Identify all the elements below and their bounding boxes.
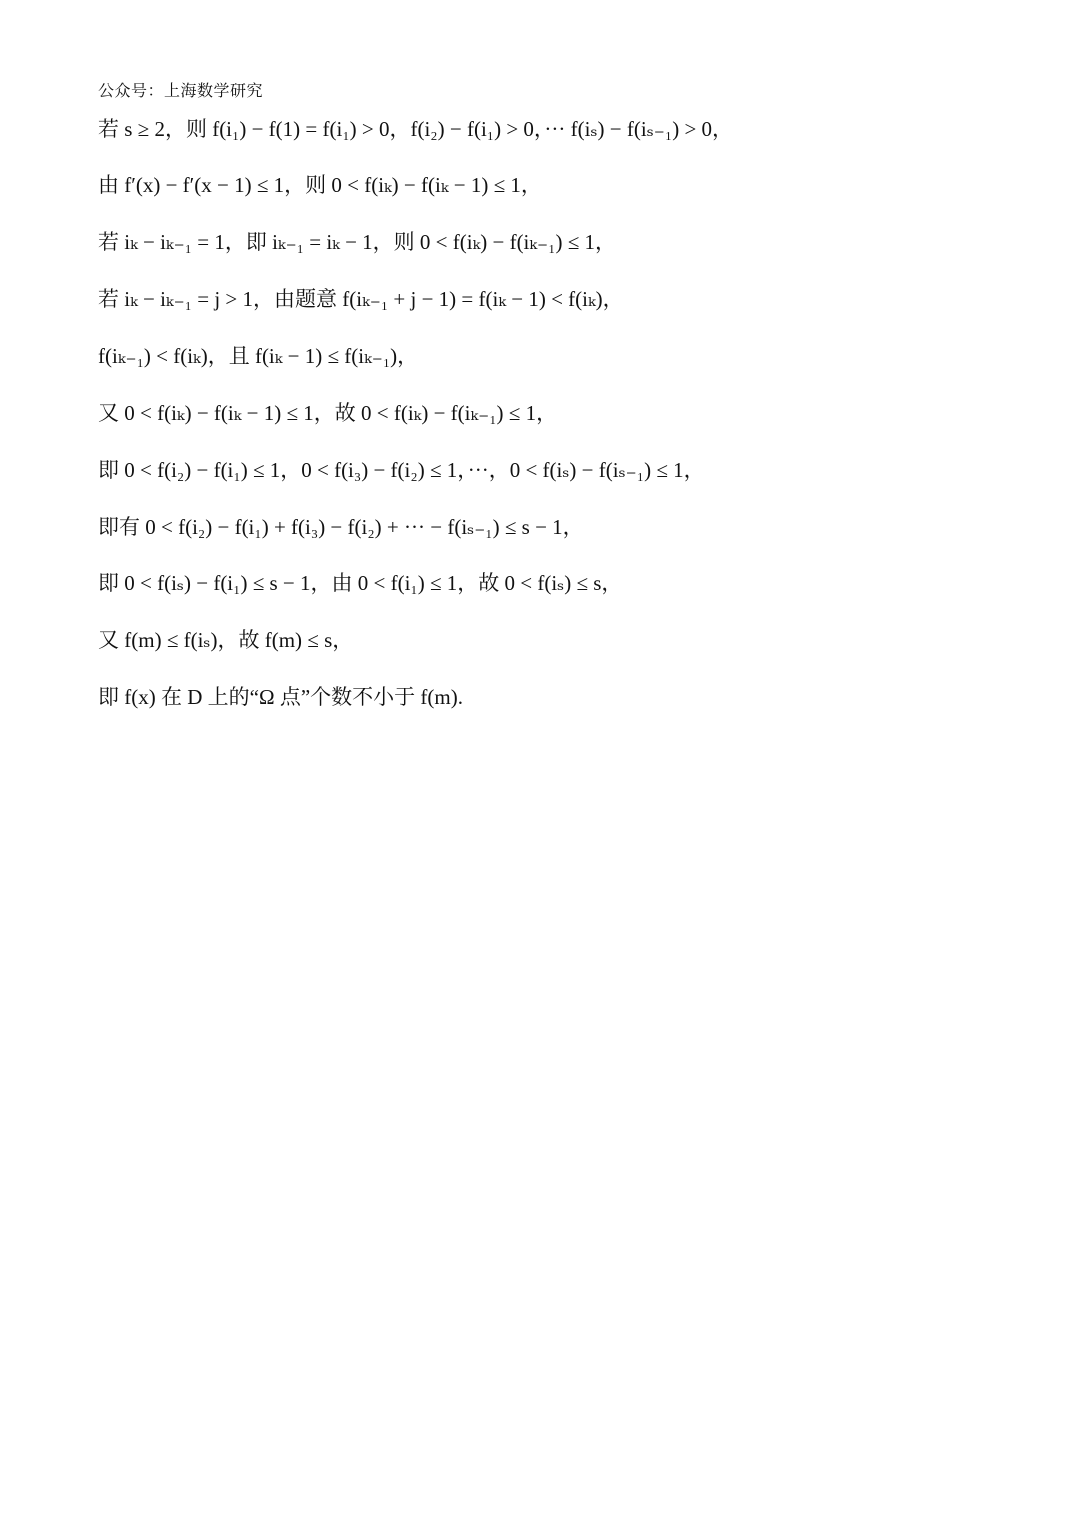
proof-line-9: 即 0 < f(iₛ) − f(i₁) ≤ s − 1，由 0 < f(i₁) ≤ 1，故 0 < f(iₛ) ≤ s， — [98, 571, 623, 595]
proof-line-1: 若 s ≥ 2，则 f(i₁) − f(1) = f(i₁) > 0，f(i₂) − f(i₁) > 0，··· f(iₛ) − f(iₛ₋₁) > 0， — [98, 117, 734, 141]
proof-line-8: 即有 0 < f(i₂) − f(i₁) + f(i₃) − f(i₂) + ··· − f(iₛ₋₁) ≤ s − 1， — [98, 515, 584, 539]
proof-line-7: 即 0 < f(i₂) − f(i₁) ≤ 1，0 < f(i₃) − f(i₂) ≤ 1，···，0 < f(iₛ) − f(iₛ₋₁) ≤ 1， — [98, 458, 705, 482]
proof-line-6: 又 0 < f(iₖ) − f(iₖ − 1) ≤ 1，故 0 < f(iₖ) − f(iₖ₋₁) ≤ 1， — [98, 401, 558, 425]
proof-line-10: 又 f(m) ≤ f(iₛ)，故 f(m) ≤ s， — [98, 628, 354, 652]
proof-line-4: 若 iₖ − iₖ₋₁ = j > 1，由题意 f(iₖ₋₁ + j − 1) = f(iₖ − 1) < f(iₖ)， — [98, 287, 624, 311]
proof-line-3: 若 iₖ − iₖ₋₁ = 1，即 iₖ₋₁ = iₖ − 1，则 0 < f(iₖ) − f(iₖ₋₁) ≤ 1， — [98, 230, 616, 254]
proof-line-11: 即 f(x) 在 D 上的“Ω 点”个数不小于 f(m). — [98, 685, 463, 709]
proof-line-5: f(iₖ₋₁) < f(iₖ)，且 f(iₖ − 1) ≤ f(iₖ₋₁)， — [98, 344, 419, 368]
source-header: 公众号：上海数学研究 — [98, 81, 264, 100]
proof-line-2: 由 f′(x) − f′(x − 1) ≤ 1，则 0 < f(iₖ) − f(iₖ − 1) ≤ 1， — [98, 173, 542, 197]
